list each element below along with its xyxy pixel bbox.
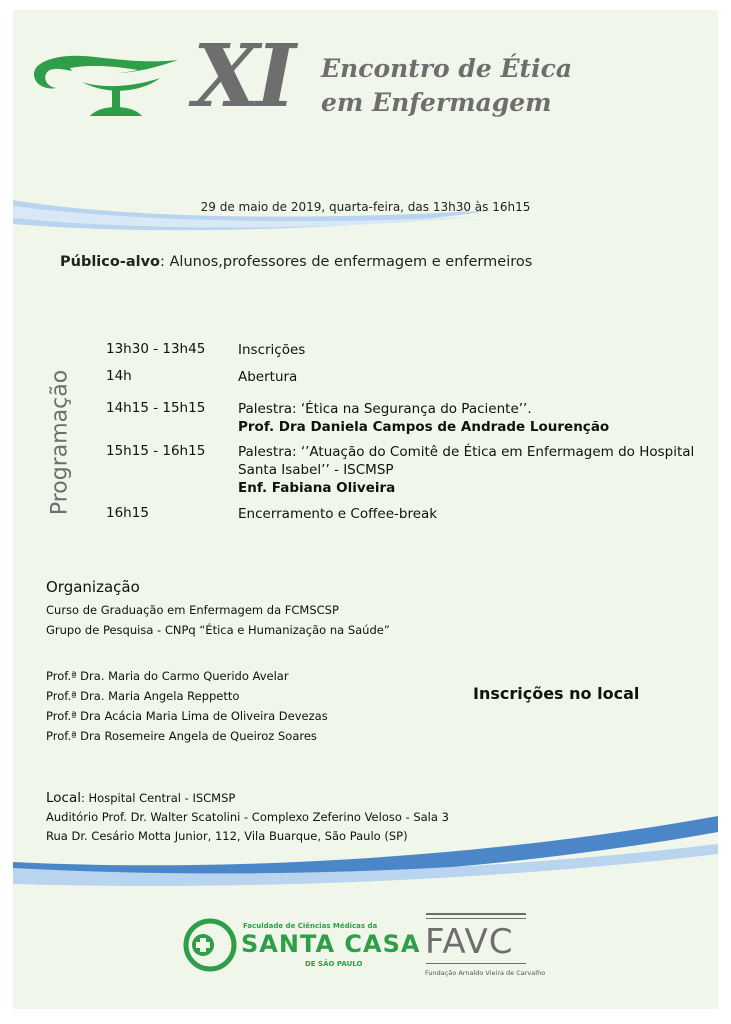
- schedule-time: 14h: [106, 368, 132, 384]
- schedule-desc: Inscrições: [238, 342, 306, 358]
- venue-value: : Hospital Central - ISCMSP: [81, 791, 236, 805]
- organization-line: Grupo de Pesquisa - CNPq “Ética e Humanização na Saúde”: [46, 623, 390, 637]
- schedule-speaker: Prof. Dra Daniela Campos de Andrade Lourenção: [238, 419, 610, 435]
- schedule-time: 14h15 - 15h15: [106, 400, 206, 416]
- favc-logo: [423, 913, 546, 983]
- target-audience: [60, 254, 532, 270]
- santa-casa-logo: [183, 916, 421, 976]
- event-title-line1: Encontro de Ética: [321, 54, 573, 83]
- poster: [13, 10, 718, 1009]
- organization-line: Curso de Graduação em Enfermagem da FCMSCSP: [46, 603, 339, 617]
- organizer-person: Prof.ª Dra. Maria Angela Reppetto: [46, 689, 240, 703]
- schedule-time: 13h30 - 13h45: [106, 341, 206, 357]
- schedule-entry: [238, 400, 713, 436]
- schedule-speaker: Enf. Fabiana Oliveira: [238, 480, 396, 496]
- santa-casa-name: SANTA CASA: [241, 930, 421, 958]
- organizer-person: Prof.ª Dra Rosemeire Angela de Queiroz Soares: [46, 729, 317, 743]
- schedule-desc: Encerramento e Coffee-break: [238, 506, 438, 522]
- programacao-vertical-label: [25, 360, 95, 540]
- nursing-lamp-logo: [30, 44, 190, 124]
- santa-casa-cross-icon: [183, 918, 237, 972]
- favc-subtitle: Fundação Arnaldo Vieira de Carvalho: [425, 969, 546, 977]
- audience-text: : Alunos,professores de enfermagem e enfermeiros: [160, 254, 533, 270]
- lower-wave-decoration: [13, 810, 718, 890]
- edition-numeral: XI: [193, 26, 292, 127]
- event-title-line2: em Enfermagem: [321, 88, 552, 117]
- venue-address: Rua Dr. Cesário Motta Junior, 112, Vila Buarque, São Paulo (SP): [46, 829, 408, 843]
- schedule-desc: Palestra: ‘’Atuação do Comitê de Ética em Enfermagem do Hospital Santa Isabel’’ - ISCMSP: [238, 444, 695, 478]
- schedule-desc: Palestra: ‘Ética na Segurança do Paciente’’.: [238, 401, 532, 417]
- santa-casa-bottom-text: DE SÃO PAULO: [305, 960, 363, 968]
- upper-wave-decoration: [13, 190, 718, 240]
- favc-name: FAVC: [425, 922, 514, 962]
- organization-title: Organização: [46, 578, 140, 596]
- schedule-time: 15h15 - 16h15: [106, 443, 206, 459]
- venue: [46, 790, 235, 806]
- venue-room: Auditório Prof. Dr. Walter Scatolini - Complexo Zeferino Veloso - Sala 3: [46, 810, 449, 824]
- programacao-text: Programação: [47, 369, 73, 516]
- venue-label: Local: [46, 790, 81, 806]
- schedule-time: 16h15: [106, 505, 149, 521]
- schedule-desc: Abertura: [238, 369, 298, 385]
- organizer-person: Prof.ª Dra. Maria do Carmo Querido Avelar: [46, 669, 289, 683]
- organizer-person: Prof.ª Dra Acácia Maria Lima de Oliveira Devezas: [46, 709, 328, 723]
- santa-casa-top-text: Faculdade de Ciências Médicas da: [243, 922, 378, 930]
- audience-label: Público-alvo: [60, 254, 161, 270]
- schedule-entry: [238, 443, 713, 497]
- registration-note: Inscrições no local: [473, 684, 640, 703]
- event-date: 29 de maio de 2019, quarta-feira, das 13h30 às 16h15: [200, 200, 531, 214]
- event-title: [321, 52, 572, 120]
